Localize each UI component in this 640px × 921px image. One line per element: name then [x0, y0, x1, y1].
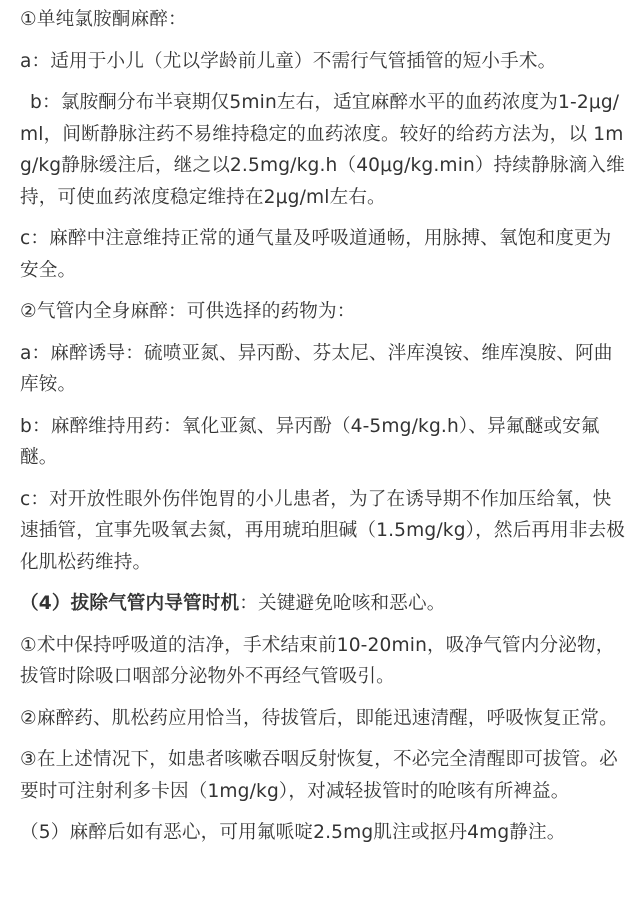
paragraph-ketamine-a: a：适用于小儿（尤以学龄前儿童）不需行气管插管的短小手术。 [20, 50, 557, 72]
section-heading: （4）拔除气管内导管时机 [20, 593, 240, 614]
paragraph-ketamine-c: c：麻醉中注意维持正常的通气量及呼吸道通畅，用脉搏、氧饱和度更为安全。 [20, 228, 612, 281]
paragraph-intubation-b: b：麻醉维持用药：氧化亚氮、异丙酚（4-5mg/kg.h）、异氟醚或安氟醚。 [20, 415, 600, 468]
paragraph-intubation-c: c：对开放性眼外伤伴饱胃的小儿患者，为了在诱导期不作加压给氧，快速插管，宜事先吸氧去氮，再用琥珀胆碱（1.5mg/kg），然后再用非去极化肌松药维持。 [20, 488, 626, 573]
paragraph-extubation-2: ②麻醉药、肌松药应用恰当，待拔管后，即能迅速清醒，呼吸恢复正常。 [20, 707, 618, 729]
paragraph-ketamine-heading: ①单纯氯胺酮麻醉： [20, 9, 187, 30]
paragraph-extubation-1: ①术中保持呼吸道的洁净，手术结束前10-20min，吸净气管内分泌物，拔管时除吸口咽部分泌物外不再经气管吸引。 [20, 634, 615, 687]
paragraph-ketamine-b: b：氯胺酮分布半衰期仅5min左右，适宜麻醉水平的血药浓度为1-2μg/ml，间断静脉注药不易维持稳定的血药浓度。较好的给药方法为，以 1mg/kg静脉缓注后，继之以2.5mg/kg.h（40μg/kg.min）持续静脉滴入维持，可使血药浓度稳定维持在2μg/ml左右。 [20, 92, 625, 208]
section-heading-note: ：关键避免呛咳和恶心。 [239, 593, 446, 614]
paragraph-extubation-heading [20, 588, 626, 620]
paragraph-intubation-heading: ②气管内全身麻醉：可供选择的药物为： [20, 301, 356, 322]
paragraph-extubation-3: ③在上述情况下，如患者咳嗽吞咽反射恢复，不必完全清醒即可拔管。必要时可注射利多卡因（1mg/kg），对减轻拔管时的呛咳有所裨益。 [20, 749, 618, 802]
paragraph-intubation-a: a：麻醉诱导：硫喷亚氮、异丙酚、芬太尼、泮库溴铵、维库溴胺、阿曲库铵。 [20, 342, 613, 395]
paragraph-nausea: （5）麻醉后如有恶心，可用氟哌啶2.5mg肌注或抠丹4mg静注。 [20, 822, 566, 843]
